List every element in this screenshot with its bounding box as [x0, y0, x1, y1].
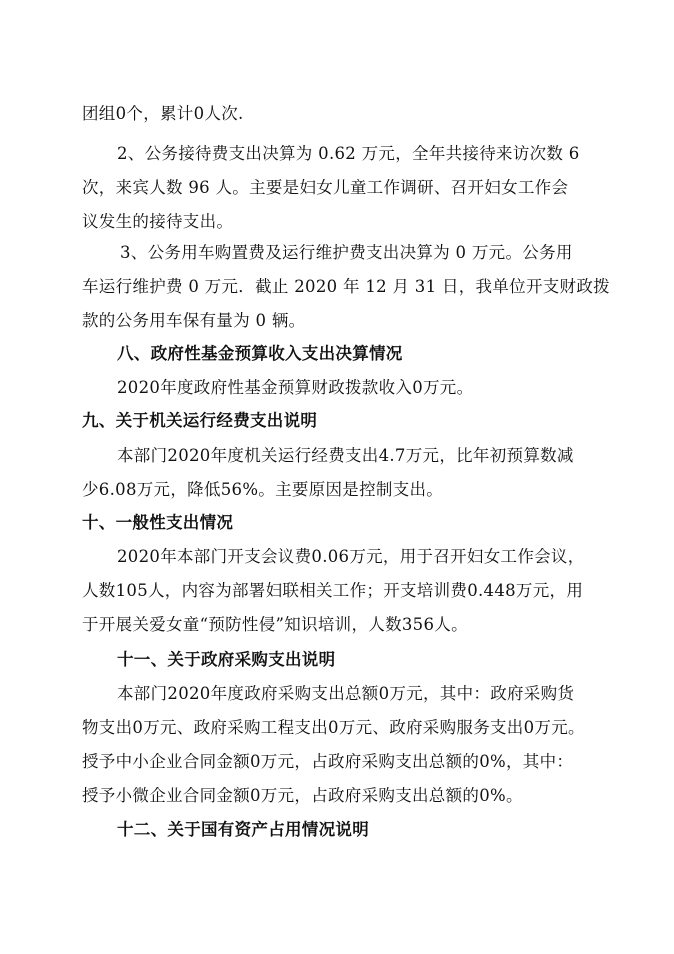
text-line: 3、公务用车购置费及运行维护费支出决算为 0 万元。公务用: [120, 243, 573, 262]
section-heading: 八、政府性基金预算收入支出决算情况: [117, 344, 403, 363]
text-line: 车运行维护费 0 万元．截止 2020 年 12 月 31 日，我单位开支财政拨: [82, 277, 610, 296]
section-heading: 十二、关于国有资产占用情况说明: [117, 820, 369, 839]
text-line: 2020年本部门开支会议费0.06万元，用于召开妇女工作会议，: [117, 547, 585, 566]
section-heading: 十、一般性支出情况: [82, 513, 234, 532]
text-line: 本部门2020年度政府采购支出总额0万元，其中：政府采购货: [117, 684, 575, 703]
text-line: 于开展关爱女童“预防性侵”知识培训，人数356人。: [82, 615, 468, 634]
text-line: 款的公务用车保有量为 0 辆。: [82, 311, 306, 330]
text-line: 本部门2020年度机关运行经费支出4.7万元，比年初预算数减: [117, 446, 574, 465]
text-line: 2020年度政府性基金预算财政拨款收入0万元。: [117, 378, 474, 397]
section-heading: 九、关于机关运行经费支出说明: [82, 411, 318, 430]
text-line: 人数105人，内容为部署妇联相关工作；开支培训费0.448万元，用: [82, 581, 584, 600]
text-line: 少6.08万元，降低56%。主要原因是控制支出。: [82, 480, 444, 499]
section-heading: 十一、关于政府采购支出说明: [117, 650, 336, 669]
text-line: 授予小微企业合同金额0万元，占政府采购支出总额的0%。: [82, 786, 523, 805]
text-line: 议发生的接待支出。: [82, 212, 234, 231]
text-line: 授予中小企业合同金额0万元，占政府采购支出总额的0%，其中：: [82, 752, 574, 771]
text-line: 物支出0万元、政府采购工程支出0万元、政府采购服务支出0万元。: [82, 718, 585, 737]
text-line: 团组0个，累计0人次.: [82, 104, 244, 123]
text-line: 2、公务接待费支出决算为 0.62 万元，全年共接待来访次数 6: [117, 144, 580, 163]
text-line: 次，来宾人数 96 人。主要是妇女儿童工作调研、召开妇女工作会: [82, 178, 569, 197]
